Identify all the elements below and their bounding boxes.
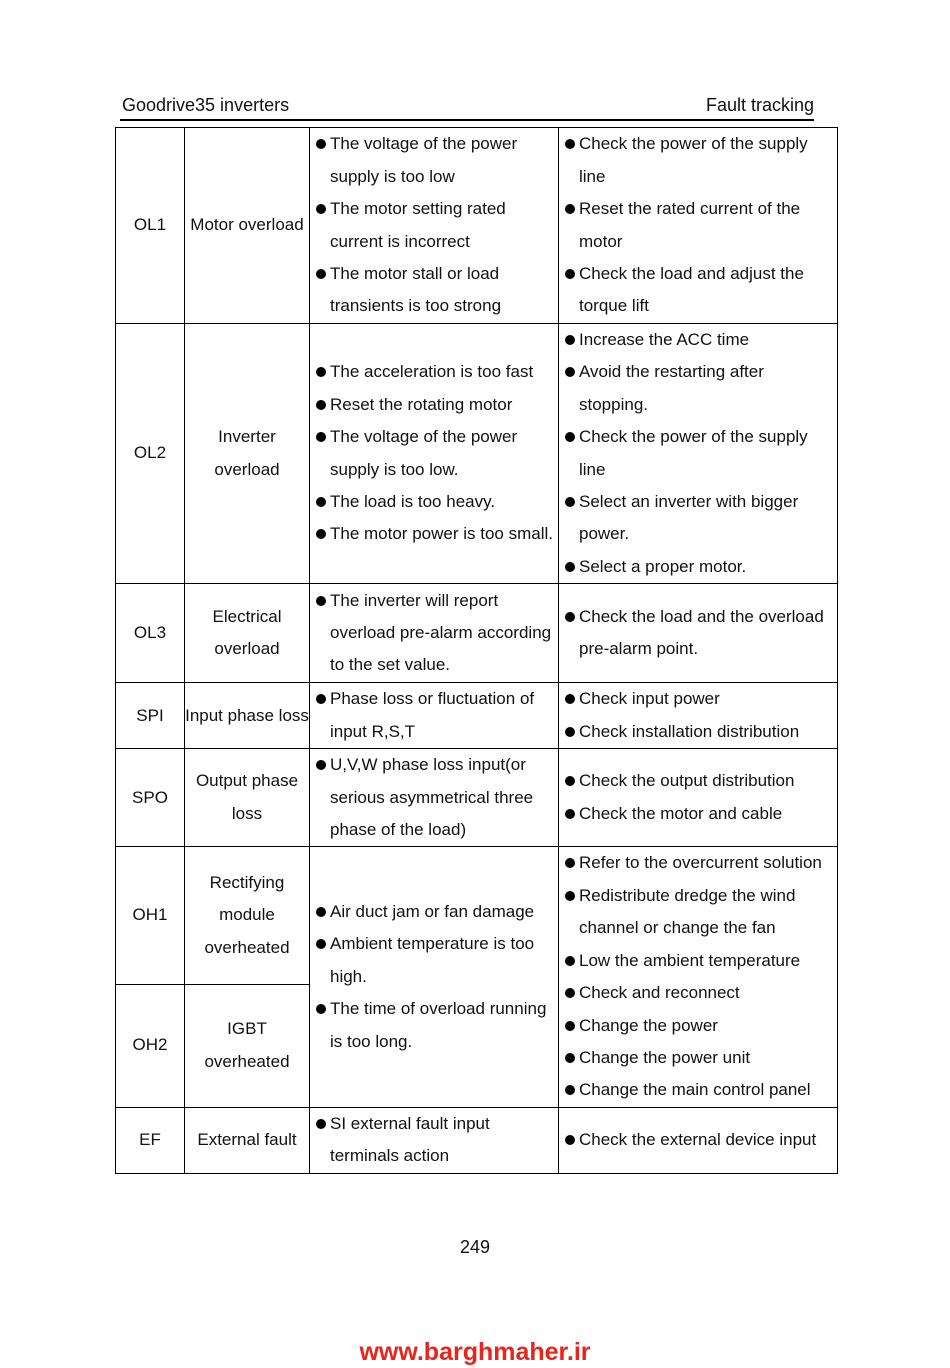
fault-name: Electrical overload	[185, 584, 310, 683]
list-item: The acceleration is too fast	[310, 356, 558, 388]
bullet-list	[559, 765, 837, 830]
fault-name: Rectifying module overheated	[185, 847, 310, 984]
fault-code: OL3	[116, 584, 185, 683]
list-item: Low the ambient temperature	[559, 945, 837, 977]
header-product: Goodrive35 inverters	[122, 95, 290, 115]
fault-name: IGBT overheated	[185, 984, 310, 1107]
fault-name: Input phase loss	[185, 683, 310, 749]
list-item: The time of overload running is too long.	[310, 993, 558, 1058]
list-item: Refer to the overcurrent solution	[559, 847, 837, 879]
fault-causes	[310, 324, 559, 584]
bullet-list	[559, 1124, 837, 1156]
list-item: Check and reconnect	[559, 977, 837, 1009]
list-item: Check the load and adjust the torque lift	[559, 258, 837, 323]
list-item: The voltage of the power supply is too low	[310, 128, 558, 193]
table-row	[116, 749, 838, 847]
fault-code: OH1	[116, 847, 185, 984]
fault-name: Motor overload	[185, 128, 310, 324]
bullet-list	[310, 683, 558, 748]
fault-solutions	[559, 1107, 838, 1173]
bullet-list	[559, 683, 837, 748]
fault-solutions	[559, 324, 838, 584]
fault-table	[115, 127, 838, 1174]
fault-code: OL1	[116, 128, 185, 324]
table-row	[116, 324, 838, 584]
list-item: The motor stall or load transients is too strong	[310, 258, 558, 323]
fault-causes	[310, 847, 559, 1107]
list-item: U,V,W phase loss input(or serious asymmetrical three phase of the load)	[310, 749, 558, 846]
list-item: Phase loss or fluctuation of input R,S,T	[310, 683, 558, 748]
fault-table-body	[116, 128, 838, 1174]
list-item: The load is too heavy.	[310, 486, 558, 518]
table-row	[116, 1107, 838, 1173]
fault-causes	[310, 1107, 559, 1173]
list-item: Air duct jam or fan damage	[310, 896, 558, 928]
fault-code: EF	[116, 1107, 185, 1173]
list-item: Reset the rated current of the motor	[559, 193, 837, 258]
list-item: Check the output distribution	[559, 765, 837, 797]
fault-causes	[310, 683, 559, 749]
table-row	[116, 128, 838, 324]
list-item: Ambient temperature is too high.	[310, 928, 558, 993]
list-item: The motor power is too small.	[310, 518, 558, 550]
fault-solutions	[559, 749, 838, 847]
list-item: Check the motor and cable	[559, 798, 837, 830]
fault-code: SPI	[116, 683, 185, 749]
list-item: Check the power of the supply line	[559, 421, 837, 486]
list-item: SI external fault input terminals action	[310, 1108, 558, 1173]
list-item: Increase the ACC time	[559, 324, 837, 356]
table-row	[116, 683, 838, 749]
table-row	[116, 584, 838, 683]
list-item: Check input power	[559, 683, 837, 715]
bullet-list	[310, 1108, 558, 1173]
bullet-list	[310, 896, 558, 1058]
fault-solutions	[559, 683, 838, 749]
fault-code: SPO	[116, 749, 185, 847]
fault-solutions	[559, 128, 838, 324]
list-item: Select a proper motor.	[559, 551, 837, 583]
fault-code: OH2	[116, 984, 185, 1107]
bullet-list	[310, 356, 558, 550]
fault-name: Output phase loss	[185, 749, 310, 847]
bullet-list	[310, 128, 558, 322]
list-item: Check the external device input	[559, 1124, 837, 1156]
bullet-list	[559, 601, 837, 666]
page-number: 249	[459, 1237, 491, 1257]
list-item: Change the power unit	[559, 1042, 837, 1074]
fault-solutions	[559, 584, 838, 683]
list-item: The inverter will report overload pre-alarm according to the set value.	[310, 585, 558, 682]
bullet-list	[310, 585, 558, 682]
bullet-list	[559, 847, 837, 1106]
list-item: The voltage of the power supply is too low.	[310, 421, 558, 486]
list-item: Change the power	[559, 1010, 837, 1042]
list-item: Check the power of the supply line	[559, 128, 837, 193]
list-item: Redistribute dredge the wind channel or change the fan	[559, 880, 837, 945]
fault-code: OL2	[116, 324, 185, 584]
list-item: Check installation distribution	[559, 716, 837, 748]
list-item: The motor setting rated current is incorrect	[310, 193, 558, 258]
bullet-list	[559, 128, 837, 322]
page-header	[120, 93, 814, 121]
bullet-list	[559, 324, 837, 583]
fault-solutions	[559, 847, 838, 1107]
bullet-list	[310, 749, 558, 846]
table-row	[116, 847, 838, 984]
fault-causes	[310, 584, 559, 683]
fault-name: External fault	[185, 1107, 310, 1173]
list-item: Select an inverter with bigger power.	[559, 486, 837, 551]
list-item: Avoid the restarting after stopping.	[559, 356, 837, 421]
list-item: Check the load and the overload pre-alarm point.	[559, 601, 837, 666]
header-section: Fault tracking	[705, 95, 814, 115]
fault-name: Inverter overload	[185, 324, 310, 584]
list-item: Change the main control panel	[559, 1074, 837, 1106]
watermark: www.barghmaher.ir	[359, 1338, 591, 1366]
fault-causes	[310, 749, 559, 847]
fault-causes	[310, 128, 559, 324]
list-item: Reset the rotating motor	[310, 389, 558, 421]
